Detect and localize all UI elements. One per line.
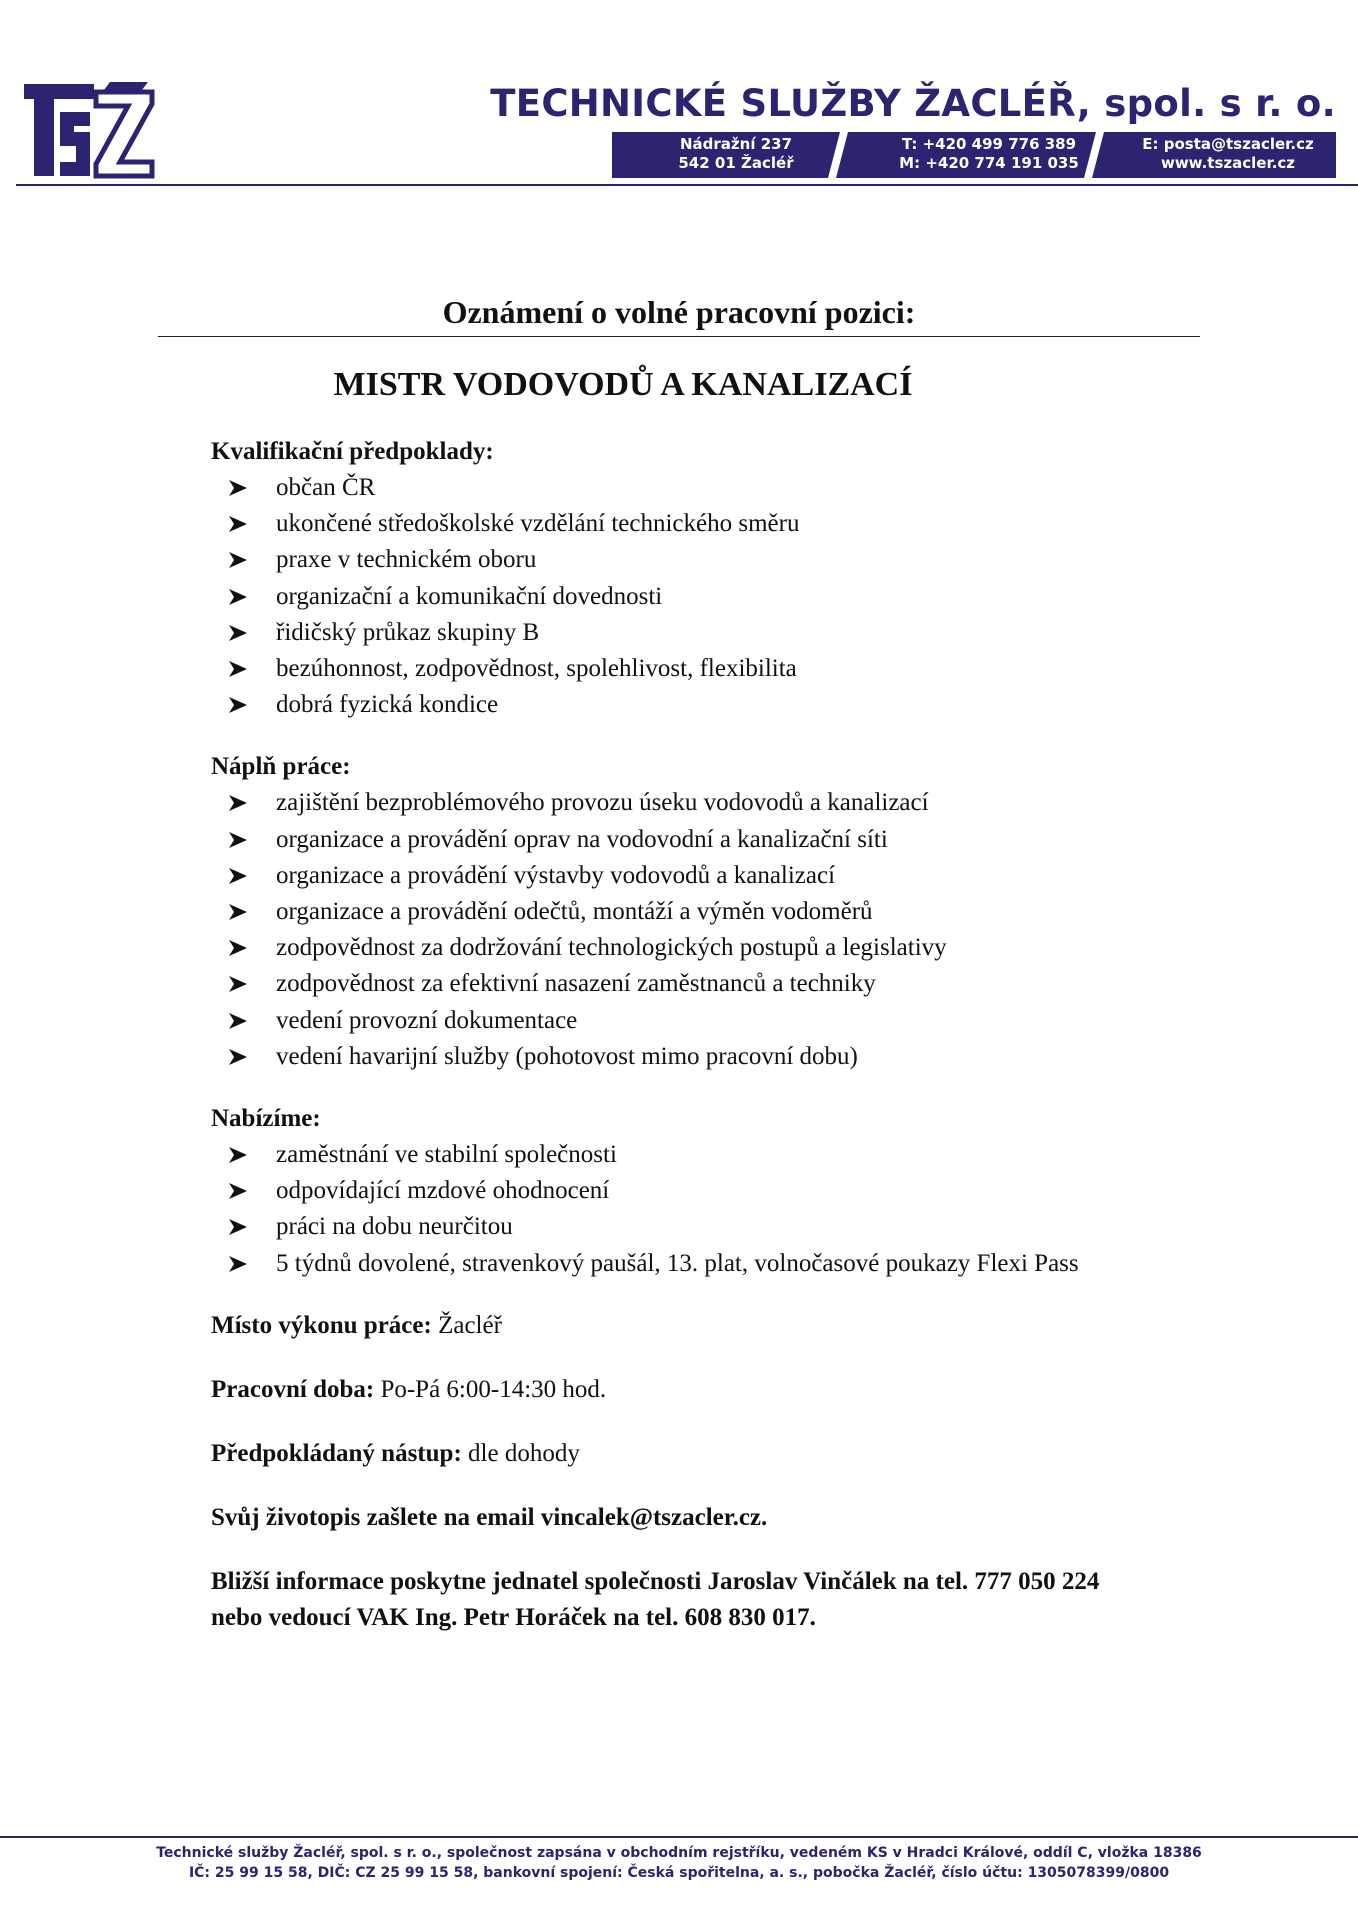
expected-start: [211, 1436, 1211, 1472]
list-item: [211, 1137, 1211, 1173]
contact-info: [211, 1564, 1211, 1600]
list-item: [211, 615, 1211, 651]
list-item: [211, 506, 1211, 542]
duties-heading: Náplň práce:: [211, 753, 351, 781]
phone-line-2: M: +420 774 191 035: [899, 154, 1079, 172]
list-item-text: dobrá fyzická kondice: [276, 691, 499, 719]
list-item-text: ukončené středoškolské vzdělání technického směru: [276, 510, 800, 538]
list-item-text: řidičský průkaz skupiny B: [276, 618, 540, 646]
list-item-text: zodpovědnost za dodržování technologických postupů a legislativy: [276, 934, 947, 962]
arrowhead-bullet-icon: [229, 615, 251, 651]
list-item-text: vedení havarijní služby (pohotovost mimo pracovní dobu): [276, 1042, 858, 1070]
list-item: [211, 785, 1211, 821]
list-item-text: organizace a provádění odečtů, montáží a výměn vodoměrů: [276, 898, 873, 926]
cv-instructions: [211, 1500, 1211, 1536]
list-item-text: organizace a provádění oprav na vodovodní a kanalizační síti: [276, 825, 888, 853]
arrowhead-bullet-icon: [229, 1137, 251, 1173]
list-item: [211, 1246, 1211, 1282]
cv-text: Svůj životopis zašlete na email vincalek@tszacler.cz.: [211, 1503, 768, 1531]
list-item: [211, 894, 1211, 930]
email-line: E: posta@tszacler.cz: [1142, 135, 1314, 153]
arrowhead-bullet-icon: [229, 858, 251, 894]
start-value: dle dohody: [461, 1439, 580, 1467]
footer-line-1: Technické služby Žacléř, spol. s r. o., společnost zapsána v obchodním rejstříku, vedeném KS v Hradci Králové, oddíl C, vložka 18386: [156, 1845, 1202, 1861]
list-item-text: organizační a komunikační dovednosti: [276, 582, 663, 610]
list-item-text: občan ČR: [276, 474, 376, 501]
header-divider: [16, 184, 1358, 186]
footer: [0, 1843, 1358, 1883]
list-item: [211, 1003, 1211, 1039]
list-item: [211, 930, 1211, 966]
offer-list: [211, 1137, 1211, 1282]
place-of-work: [211, 1308, 1211, 1344]
list-item: [211, 687, 1211, 723]
hours-label: Pracovní doba:: [211, 1375, 375, 1403]
address-block: [636, 135, 836, 173]
arrowhead-bullet-icon: [229, 822, 251, 858]
list-item-text: zodpovědnost za efektivní nasazení zaměstnanců a techniky: [276, 970, 876, 998]
list-item-text: zaměstnání ve stabilní společnosti: [276, 1141, 617, 1169]
arrowhead-bullet-icon: [229, 894, 251, 930]
address-line-2: 542 01 Žacléř: [678, 154, 794, 172]
footer-divider: [0, 1836, 1358, 1838]
company-logo: [24, 82, 158, 182]
list-item: [211, 1209, 1211, 1245]
arrowhead-bullet-icon: [229, 1173, 251, 1209]
list-item-text: 5 týdnů dovolené, stravenkový paušál, 13. plat, volnočasové poukazy Flexi Pass: [276, 1249, 1079, 1277]
title-underline: [158, 336, 1200, 337]
arrowhead-bullet-icon: [229, 966, 251, 1002]
list-item: [211, 1173, 1211, 1209]
place-value: Žacléř: [431, 1311, 502, 1339]
arrowhead-bullet-icon: [229, 651, 251, 687]
info-line-1: Bližší informace poskytne jednatel společnosti Jaroslav Vinčálek na tel. 777 050 224: [211, 1567, 1100, 1595]
list-item-text: zajištění bezproblémového provozu úseku vodovodů a kanalizací: [276, 789, 929, 817]
list-item-text: bezúhonnost, zodpovědnost, spolehlivost, flexibilita: [276, 655, 797, 683]
list-item-text: vedení provozní dokumentace: [276, 1006, 578, 1034]
info-line-2: nebo vedoucí VAK Ing. Petr Horáček na tel. 608 830 017.: [211, 1603, 816, 1631]
company-name: TECHNICKÉ SLUŽBY ŽACLÉŘ, spol. s r. o.: [490, 82, 1336, 125]
arrowhead-bullet-icon: [229, 687, 251, 723]
notice-title: Oznámení o volné pracovní pozici:: [442, 294, 916, 330]
list-item: [211, 470, 1211, 506]
arrowhead-bullet-icon: [229, 1003, 251, 1039]
address-line-1: Nádražní 237: [679, 135, 793, 153]
arrowhead-bullet-icon: [229, 785, 251, 821]
list-item: [211, 966, 1211, 1002]
footer-line-2: IČ: 25 99 15 58, DIČ: CZ 25 99 15 58, bankovní spojení: Česká spořitelna, a. s., pobočka Žacléř, číslo účtu: 1305078399/0800: [188, 1865, 1170, 1881]
start-label: Předpokládaný nástup:: [211, 1439, 462, 1467]
list-item: [211, 542, 1211, 578]
phone-line-1: T: +420 499 776 389: [901, 135, 1077, 153]
duties-list: [211, 785, 1211, 1075]
list-item: [211, 651, 1211, 687]
contact-bar: [612, 132, 1336, 178]
arrowhead-bullet-icon: [229, 579, 251, 615]
qualifications-list: [211, 470, 1211, 723]
list-item-text: praxe v technickém oboru: [276, 546, 537, 574]
list-item: [211, 858, 1211, 894]
arrowhead-bullet-icon: [229, 930, 251, 966]
arrowhead-bullet-icon: [229, 1246, 251, 1282]
arrowhead-bullet-icon: [229, 470, 251, 506]
document-body: [211, 434, 1211, 1636]
arrowhead-bullet-icon: [229, 1209, 251, 1245]
list-item: [211, 579, 1211, 615]
list-item-text: práci na dobu neurčitou: [276, 1213, 513, 1241]
list-item-text: organizace a provádění výstavby vodovodů a kanalizací: [276, 861, 836, 889]
place-label: Místo výkonu práce:: [211, 1311, 432, 1339]
list-item: [211, 822, 1211, 858]
web-line: www.tszacler.cz: [1160, 154, 1296, 172]
contact-info-2: [211, 1600, 1211, 1636]
list-item-text: odpovídající mzdové ohodnocení: [276, 1177, 610, 1205]
email-web-block: [1120, 135, 1336, 173]
offer-heading: Nabízíme:: [211, 1105, 321, 1133]
hours-value: Po-Pá 6:00-14:30 hod.: [374, 1375, 607, 1403]
arrowhead-bullet-icon: [229, 506, 251, 542]
position-title: MISTR VODOVODŮ A KANALIZACÍ: [333, 366, 913, 403]
list-item: [211, 1039, 1211, 1075]
arrowhead-bullet-icon: [229, 1039, 251, 1075]
arrowhead-bullet-icon: [229, 542, 251, 578]
working-hours: [211, 1372, 1211, 1408]
phone-block: [864, 135, 1114, 173]
qualifications-heading: Kvalifikační předpoklady:: [211, 438, 494, 465]
